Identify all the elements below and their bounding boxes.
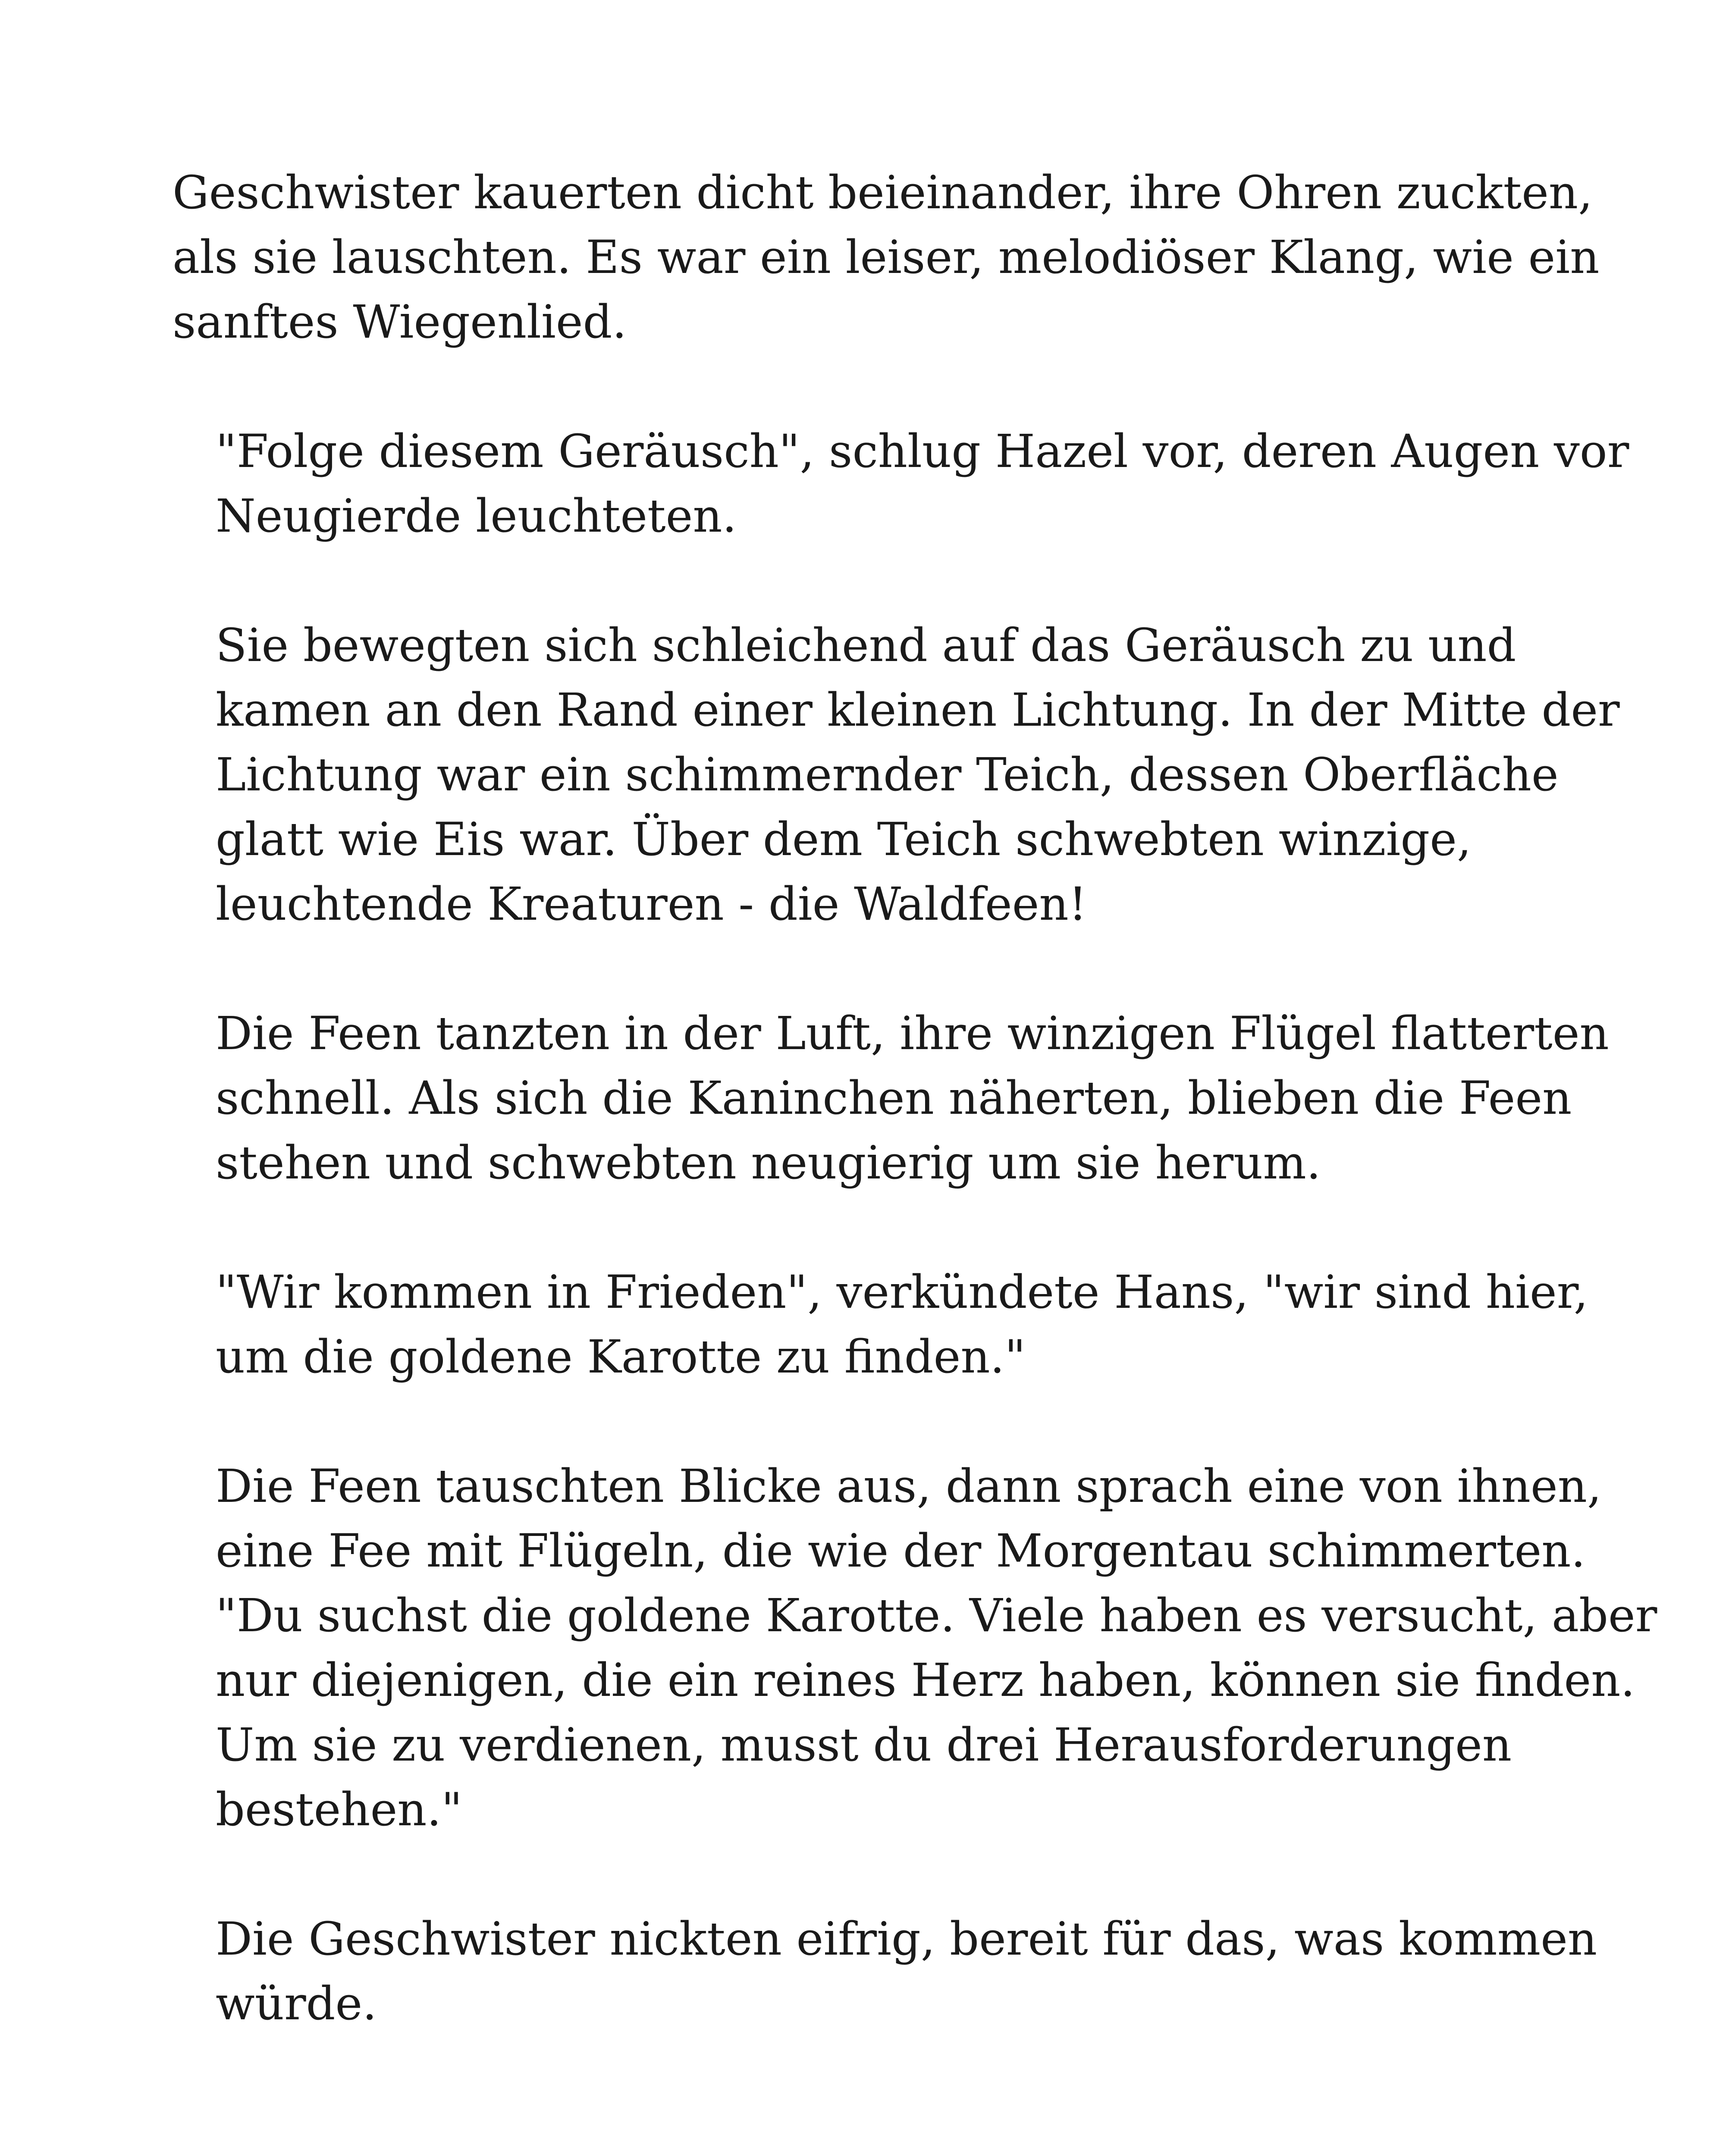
text-line: nur diejenigen, die ein reines Herz haben, können sie finden. bbox=[216, 1654, 1635, 1707]
text-line: Sie bewegten sich schleichend auf das Geräusch zu und bbox=[216, 619, 1516, 672]
text-line: um die goldene Karotte zu finden." bbox=[216, 1330, 1026, 1383]
text-line: "Wir kommen in Frieden", verkündete Hans, "wir sind hier, bbox=[216, 1266, 1588, 1319]
text-line: leuchtende Kreaturen - die Waldfeen! bbox=[216, 877, 1087, 931]
text-line: kamen an den Rand einer kleinen Lichtung. In der Mitte der bbox=[216, 683, 1620, 736]
story-text bbox=[173, 160, 1657, 2101]
text-line: sanftes Wiegenlied. bbox=[173, 295, 627, 348]
text-line: eine Fee mit Flügeln, die wie der Morgentau schimmerten. bbox=[216, 1524, 1586, 1577]
paragraph-4 bbox=[173, 1001, 1609, 1195]
text-line: Die Feen tanzten in der Luft, ihre winzigen Flügel flatterten bbox=[216, 1007, 1609, 1060]
text-line: Die Geschwister nickten eifrig, bereit für das, was kommen bbox=[216, 1912, 1597, 1965]
paragraph-3 bbox=[173, 613, 1620, 937]
text-line: würde. bbox=[216, 1977, 377, 2030]
paragraph-1 bbox=[173, 160, 1600, 354]
text-line: "Folge diesem Geräusch", schlug Hazel vor, deren Augen vor bbox=[216, 425, 1629, 478]
text-line: Lichtung war ein schimmernder Teich, dessen Oberfläche bbox=[216, 748, 1559, 801]
paragraph-5 bbox=[173, 1260, 1596, 1389]
text-line: Um sie zu verdienen, musst du drei Herausforderungen bbox=[216, 1718, 1512, 1771]
text-line: Die Feen tauschten Blicke aus, dann sprach eine von ihnen, bbox=[216, 1460, 1602, 1513]
paragraph-7 bbox=[173, 1907, 1596, 2036]
text-line: als sie lauschten. Es war ein leiser, melodiöser Klang, wie ein bbox=[173, 231, 1600, 284]
text-line: Geschwister kauerten dicht beieinander, ihre Ohren zuckten, bbox=[173, 166, 1593, 219]
text-line: schnell. Als sich die Kaninchen näherten, blieben die Feen bbox=[216, 1072, 1572, 1125]
text-line: bestehen." bbox=[216, 1783, 463, 1836]
text-line: glatt wie Eis war. Über dem Teich schwebten winzige, bbox=[216, 813, 1472, 866]
paragraph-2 bbox=[173, 419, 1629, 548]
text-line: stehen und schwebten neugierig um sie herum. bbox=[216, 1136, 1321, 1189]
text-line: Neugierde leuchteten. bbox=[216, 489, 737, 542]
text-line: "Du suchst die goldene Karotte. Viele haben es versucht, aber bbox=[216, 1589, 1657, 1642]
paragraph-6 bbox=[173, 1454, 1657, 1842]
